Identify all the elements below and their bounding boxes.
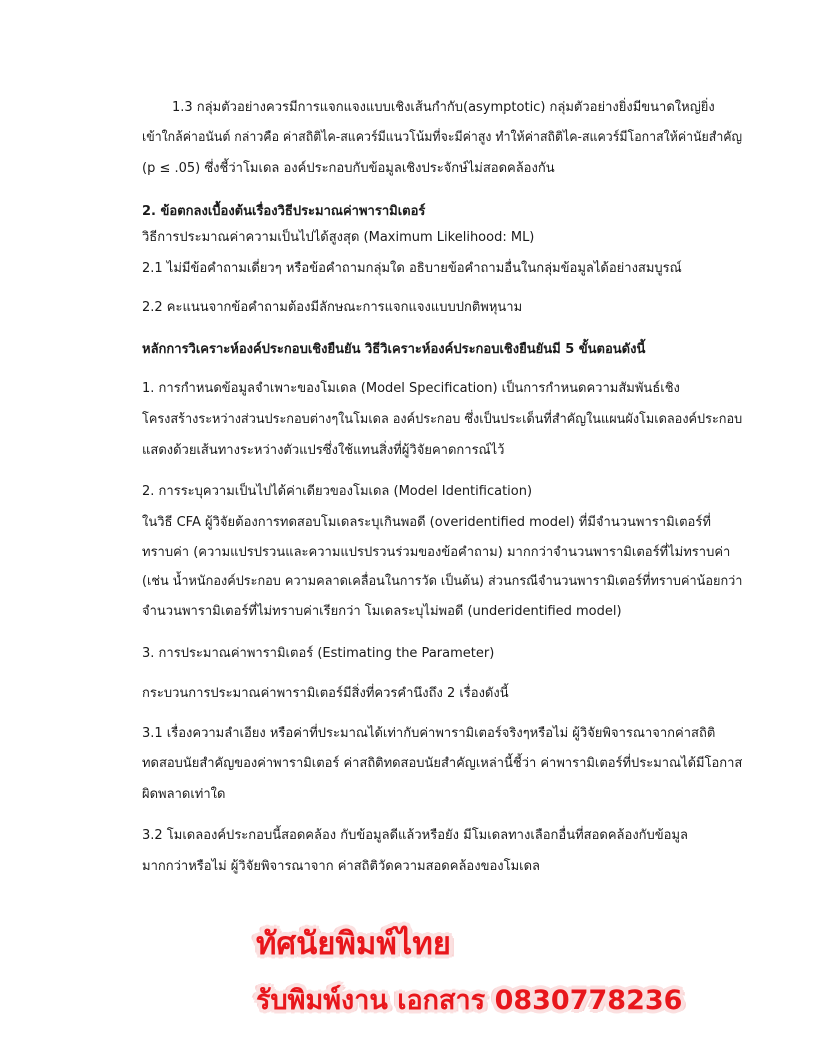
watermark-contact: รับพิมพ์งาน เอกสาร 0830778236 <box>256 985 683 1016</box>
step-2-title: 2. การระบุความเป็นไปได้ค่าเดียวของโมเดล (Model Identification) <box>142 484 533 499</box>
assumption-2-1: 2.1 ไม่มีข้อคำถามเดี่ยวๆ หรือข้อคำถามกลุ่มใด อธิบายข้อคำถามอื่นในกลุ่มข้อมูลได้อย่างสมบูรณ์ <box>142 261 682 276</box>
paragraph-1-3-line-1: 1.3 กลุ่มตัวอย่างควรมีการแจกแจงแบบเชิงเส้นกำกับ(asymptotic) กลุ่มตัวอย่างยิ่งมีขนาดใหญ่ยิ่ง <box>172 100 715 115</box>
step-3-1-line-1: 3.1 เรื่องความลำเอียง หรือค่าที่ประมาณได้เท่ากับค่าพารามิเตอร์จริงๆหรือไม่ ผู้วิจัยพิจารณาจากค่าสถิติ <box>142 726 716 741</box>
step-2-line-1: ในวิธี CFA ผู้วิจัยต้องการทดสอบโมเดลระบุเกินพอดี (overidentified model) ที่มีจำนวนพารามิเตอร์ที่ <box>142 515 711 530</box>
ml-method-line: วิธีการประมาณค่าความเป็นไปได้สูงสุด (Maximum Likelihood: ML) <box>142 230 535 245</box>
step-1-line-3: แสดงด้วยเส้นทางระหว่างตัวแปรซึ่งใช้แทนสิ่งที่ผู้วิจัยคาดการณ์ไว้ <box>142 443 505 458</box>
step-3-intro: กระบวนการประมาณค่าพารามิเตอร์มีสิ่งที่ควรคำนึงถึง 2 เรื่องดังนี้ <box>142 686 509 701</box>
watermark-shop-name: ทัศนัยพิมพ์ไทย <box>256 926 451 962</box>
step-3-2-line-2: มากกว่าหรือไม่ ผู้วิจัยพิจารณาจาก ค่าสถิติวัดความสอดคล้องของโมเดล <box>142 859 541 874</box>
step-3-title: 3. การประมาณค่าพารามิเตอร์ (Estimating the Parameter) <box>142 646 495 661</box>
step-2-line-3: (เช่น น้ำหนักองค์ประกอบ ความคลาดเคลื่อนในการวัด เป็นต้น) ส่วนกรณีจำนวนพารามิเตอร์ที่ทราบค่าน้อยกว่า <box>142 574 743 589</box>
step-2-line-2: ทราบค่า (ความแปรปรวนและความแปรปรวนร่วมของข้อคำถาม) มากกว่าจำนวนพารามิเตอร์ที่ไม่ทราบค่า <box>142 545 731 560</box>
heading-cfa-steps: หลักการวิเคราะห์องค์ประกอบเชิงยืนยัน วิธีวิเคราะห์องค์ประกอบเชิงยืนยันมี 5 ขั้นตอนดังนี้ <box>142 342 646 357</box>
step-3-2-line-1: 3.2 โมเดลองค์ประกอบนี้สอดคล้อง กับข้อมูลดีแล้วหรือยัง มีโมเดลทางเลือกอื่นที่สอดคล้องกับข้อมูล <box>142 828 689 843</box>
step-3-1-line-2: ทดสอบนัยสำคัญของค่าพารามิเตอร์ ค่าสถิติทดสอบนัยสำคัญเหล่านี้ชี้ว่า ค่าพารามิเตอร์ที่ประมาณได้มีโอกาส <box>142 756 743 771</box>
paragraph-1-3-line-3: (p ≤ .05) ซึ่งชี้ว่าโมเดล องค์ประกอบกับข้อมูลเชิงประจักษ์ไม่สอดคล้องกัน <box>142 161 555 176</box>
step-3-1-line-3: ผิดพลาดเท่าใด <box>142 787 226 802</box>
heading-estimation-assumptions: 2. ข้อตกลงเบื้องต้นเรื่องวิธีประมาณค่าพารามิเตอร์ <box>142 204 426 219</box>
step-1-line-2: โครงสร้างระหว่างส่วนประกอบต่างๆในโมเดล องค์ประกอบ ซึ่งเป็นประเด็นที่สำคัญในแผนผังโมเดลองค์ประกอบ <box>142 412 743 427</box>
paragraph-1-3-line-2: เข้าใกล้ค่าอนันต์ กล่าวคือ ค่าสถิติไค-สแควร์มีแนวโน้มที่จะมีค่าสูง ทำให้ค่าสถิติไค-สแควร์มีโอกาสให้ค่านัยสำคัญ <box>142 130 743 145</box>
step-1-line-1: 1. การกำหนดข้อมูลจำเพาะของโมเดล (Model Specification) เป็นการกำหนดความสัมพันธ์เชิง <box>142 381 680 396</box>
assumption-2-2: 2.2 คะแนนจากข้อคำถามต้องมีลักษณะการแจกแจงแบบปกติพหุนาม <box>142 300 523 315</box>
step-2-line-4: จำนวนพารามิเตอร์ที่ไม่ทราบค่าเรียกว่า โมเดลระบุไม่พอดี (underidentified model) <box>142 604 622 619</box>
